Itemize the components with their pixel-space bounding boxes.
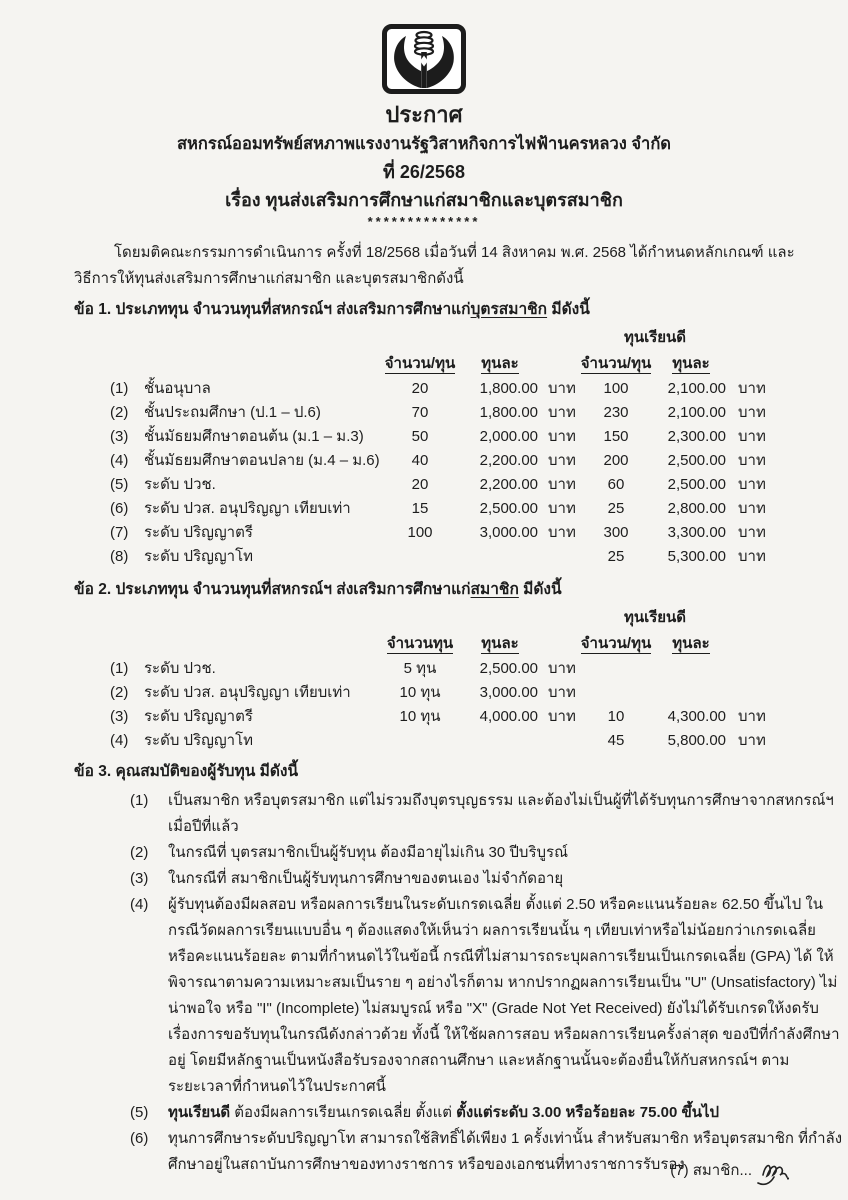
row-number: (4) (110, 731, 129, 749)
row-qty: 10 ทุน (399, 708, 441, 725)
row-unit: บาท (738, 548, 766, 565)
row-label: ชั้นอนุบาล (144, 380, 211, 397)
section1-heading-prefix: ข้อ 1. ประเภททุน จำนวนทุนที่สหกรณ์ฯ ส่งเสริมการศึกษาแก่ (74, 301, 471, 318)
list-item-number: (2) (130, 844, 149, 861)
row-qty: 70 (411, 403, 429, 421)
row-amount: 2,200.00 (479, 451, 538, 469)
table-row (74, 544, 788, 568)
row-qty: 15 (411, 499, 429, 517)
subject-line: เรื่อง ทุนส่งเสริมการศึกษาแก่สมาชิกและบุตรสมาชิก (225, 190, 623, 210)
table-row (74, 424, 788, 448)
list-item-number: (5) (130, 1104, 149, 1121)
list-item-text: ในกรณีที่ บุตรสมาชิกเป็นผู้รับทุน ต้องมีอายุไม่เกิน 30 ปีบริบูรณ์ (168, 844, 569, 861)
row-merit-amount: 3,300.00 (667, 523, 726, 541)
row-amount: 1,800.00 (479, 379, 538, 397)
list-item (130, 1100, 788, 1126)
row-unit: บาท (548, 524, 576, 541)
row-merit-amount: 2,300.00 (667, 427, 726, 445)
merit-rule-bold: ตั้งแต่ระดับ 3.00 หรือร้อยละ 75.00 ขึ้นไป (456, 1104, 720, 1121)
row-number: (1) (110, 659, 129, 677)
row-merit-qty: 150 (603, 427, 629, 445)
row-amount: 4,000.00 (479, 707, 538, 725)
row-unit: บาท (548, 500, 576, 517)
table-row (74, 400, 788, 424)
list-item (130, 866, 788, 892)
star-divider: ************** (367, 214, 481, 229)
row-unit: บาท (548, 476, 576, 493)
row-number: (6) (110, 499, 129, 517)
list-item-text: เป็นสมาชิก หรือบุตรสมาชิก แต่ไม่รวมถึงบุตรบุญธรรม และต้องไม่เป็นผู้ที่ได้รับทุนการศึกษาจากสหกรณ์ฯ เมื่อปีที่แล้ว (168, 792, 834, 835)
section2-heading-prefix: ข้อ 2. ประเภททุน จำนวนทุนที่สหกรณ์ฯ ส่งเสริมการศึกษาแก่ (74, 581, 471, 598)
document-number: ที่ 26/2568 (383, 162, 465, 182)
qualification-list (74, 788, 843, 1178)
list-item-number: (3) (130, 870, 149, 887)
table-row (74, 520, 788, 544)
row-merit-qty: 200 (603, 451, 629, 469)
document-body (0, 230, 848, 1178)
row-merit-amount: 2,100.00 (667, 379, 726, 397)
row-unit: บาท (738, 428, 766, 445)
row-unit: บาท (738, 708, 766, 725)
continuation-note: (7) สมาชิก... (670, 1162, 752, 1179)
col-header-amount: ทุนละ (481, 355, 519, 372)
intro-line: โดยมติคณะกรรมการดำเนินการ ครั้งที่ 18/2568 เมื่อวันที่ 14 สิงหาคม พ.ศ. 2568 ได้กำหนดหลักเกณฑ์ และ (114, 244, 795, 261)
row-unit: บาท (738, 476, 766, 493)
page-footer-note (670, 1158, 790, 1182)
table-row (74, 728, 788, 752)
document-header (0, 0, 848, 230)
row-unit: บาท (548, 660, 576, 677)
organization-name: สหกรณ์ออมทรัพย์สหภาพแรงงานรัฐวิสาหกิจการไฟฟ้านครหลวง จำกัด (176, 135, 672, 153)
row-unit: บาท (738, 500, 766, 517)
row-number: (4) (110, 451, 129, 469)
merit-rule-normal: ต้องมีผลการเรียนเกรดเฉลี่ย ตั้งแต่ (230, 1104, 457, 1121)
merit-header-row (74, 604, 788, 630)
row-merit-qty: 25 (607, 499, 625, 517)
table-row (74, 496, 788, 520)
section2-heading-underlined: สมาชิก (470, 581, 519, 598)
row-unit: บาท (738, 732, 766, 749)
row-amount: 2,000.00 (479, 427, 538, 445)
section2-heading-suffix: มีดังนี้ (518, 581, 562, 598)
row-merit-qty: 45 (607, 731, 625, 749)
row-label: ชั้นมัธยมศึกษาตอนปลาย (ม.4 – ม.6) (144, 452, 380, 469)
handwritten-initial-icon (756, 1158, 790, 1188)
list-item-number: (4) (130, 896, 149, 913)
table-row (74, 376, 788, 400)
coop-union-emblem-icon (382, 24, 466, 94)
section2-scholarship-table (74, 604, 788, 752)
row-qty: 20 (411, 475, 429, 493)
row-merit-qty: 60 (607, 475, 625, 493)
row-number: (7) (110, 523, 129, 541)
list-item (130, 788, 834, 840)
row-merit-qty: 25 (607, 547, 625, 565)
row-unit: บาท (548, 452, 576, 469)
row-number: (5) (110, 475, 129, 493)
row-amount: 3,000.00 (479, 683, 538, 701)
row-qty: 50 (411, 427, 429, 445)
section1-heading (74, 296, 788, 324)
table-row (74, 680, 788, 704)
row-unit: บาท (548, 380, 576, 397)
merit-scholarship-label: ทุนเรียนดี (623, 609, 687, 626)
row-label: ระดับ ปวส. อนุปริญญา เทียบเท่า (144, 684, 351, 701)
section1-heading-underlined: บุตรสมาชิก (470, 301, 548, 318)
row-merit-qty: 300 (603, 523, 629, 541)
section3-heading: ข้อ 3. คุณสมบัติของผู้รับทุน มีดังนี้ (74, 763, 299, 780)
row-number: (3) (110, 707, 129, 725)
document-title: ประกาศ (385, 102, 463, 127)
row-qty: 10 ทุน (399, 684, 441, 701)
col-header-merit-qty: จำนวน/ทุน (580, 355, 652, 372)
col-header-merit-amount: ทุนละ (672, 635, 710, 652)
row-merit-amount: 4,300.00 (667, 707, 726, 725)
row-unit: บาท (548, 428, 576, 445)
row-label: ระดับ ปริญญาตรี (144, 708, 253, 725)
row-amount: 2,500.00 (479, 499, 538, 517)
row-merit-qty: 10 (607, 707, 625, 725)
col-header-merit-amount: ทุนละ (672, 355, 710, 372)
row-label: ระดับ ปริญญาโท (144, 732, 254, 749)
row-merit-qty: 100 (603, 379, 629, 397)
col-header-qty: จำนวนทุน (386, 635, 454, 652)
section1-scholarship-table (74, 324, 788, 568)
row-number: (1) (110, 379, 129, 397)
row-number: (2) (110, 403, 129, 421)
row-label: ระดับ ปวช. (144, 660, 216, 677)
row-unit: บาท (738, 452, 766, 469)
row-merit-amount: 2,500.00 (667, 475, 726, 493)
row-amount: 1,800.00 (479, 403, 538, 421)
list-item-text: ทุนการศึกษาระดับปริญญาโท สามารถใช้สิทธิ์ได้เพียง 1 ครั้งเท่านั้น สำหรับสมาชิก หรือบุตรสมาชิก ที่กำลัง ศึกษาอยู่ในสถาบันการศึกษาของทางราชการ หรือของเอกชนที่ทางราชการรับรอง (168, 1130, 843, 1173)
row-merit-amount: 5,800.00 (667, 731, 726, 749)
table-row (74, 656, 788, 680)
row-label: ระดับ ปวส. อนุปริญญา เทียบเท่า (144, 500, 351, 517)
row-unit: บาท (738, 380, 766, 397)
row-merit-amount: 5,300.00 (667, 547, 726, 565)
row-label: ชั้นมัธยมศึกษาตอนต้น (ม.1 – ม.3) (144, 428, 364, 445)
list-item (130, 892, 840, 1100)
row-merit-amount: 2,500.00 (667, 451, 726, 469)
column-header-row (74, 350, 788, 376)
list-item-number: (6) (130, 1130, 149, 1147)
list-item-text: ผู้รับทุนต้องมีผลสอบ หรือผลการเรียนในระดับเกรดเฉลี่ย ตั้งแต่ 2.50 หรือคะแนนร้อยละ 62.50 ขึ้นไป ใน กรณีวัดผลการเรียนแบบอื่น ๆ ต้องแสดงให้เห็นว่า ผลการเรียนนั้น ๆ เทียบเท่าหรือไม่น้อยกว่าเกรดเฉลี่ย หรือคะแนนร้อยละ ตามที่กำหนดไว้ในข้อนี้ กรณีที่ไม่สามารถระบุผลการเรียนเป็นเกรดเฉลี่ย (GPA) ได้ ให้ พิจารณาตามความเหมาะสมเป็นราย ๆ อย่างไรก็ตาม หากปรากฏผลการเรียนเป็น "U" (Unsatisfactory) ไม่ น่าพอใจ หรือ "I" (Incomplete) ไม่สมบูรณ์ หรือ "X" (Grade Not Yet Received) ยังไม่ได้รับเกรดให้งดรับ เรื่องการขอรับทุนในกรณีดังกล่าวด้วย ทั้งนี้ ให้ใช้ผลการสอบ หรือผลการเรียนครั้งล่าสุด ของปีที่กำลังศึกษา อยู่ โดยมีหลักฐานเป็นหนังสือรับรองจากสถานศึกษา และหลักฐานนั้นจะต้องยื่นให้กับสหกรณ์ฯ ตาม ระยะเวลาที่กำหนดไว้ในประกาศนี้ (168, 896, 840, 1095)
row-amount: 2,200.00 (479, 475, 538, 493)
merit-header-row (74, 324, 788, 350)
merit-rule-bold: ทุนเรียนดี (168, 1104, 231, 1121)
intro-paragraph (74, 240, 795, 292)
table-row (74, 704, 788, 728)
intro-line: วิธีการให้ทุนส่งเสริมการศึกษาแก่สมาชิก และบุตรสมาชิกดังนี้ (74, 270, 464, 287)
table-row (74, 448, 788, 472)
row-number: (8) (110, 547, 129, 565)
section1-heading-suffix: มีดังนี้ (547, 301, 590, 318)
col-header-amount: ทุนละ (481, 635, 519, 652)
row-qty: 20 (411, 379, 429, 397)
col-header-qty: จำนวน/ทุน (384, 355, 456, 372)
row-unit: บาท (738, 524, 766, 541)
list-item-text: ในกรณีที่ สมาชิกเป็นผู้รับทุนการศึกษาของตนเอง ไม่จำกัดอายุ (168, 870, 564, 887)
row-number: (2) (110, 683, 129, 701)
row-unit: บาท (548, 684, 576, 701)
row-qty: 40 (411, 451, 429, 469)
merit-scholarship-label: ทุนเรียนดี (623, 329, 687, 346)
row-number: (3) (110, 427, 129, 445)
list-item-number: (1) (130, 792, 149, 809)
list-item (130, 840, 788, 866)
row-label: ระดับ ปวช. (144, 476, 216, 493)
row-merit-amount: 2,800.00 (667, 499, 726, 517)
col-header-merit-qty: จำนวน/ทุน (580, 635, 652, 652)
row-merit-qty: 230 (603, 403, 629, 421)
row-label: ระดับ ปริญญาตรี (144, 524, 253, 541)
row-unit: บาท (548, 708, 576, 725)
section2-heading (74, 576, 788, 604)
column-header-row (74, 630, 788, 656)
list-item-text (168, 1100, 788, 1126)
row-qty: 100 (407, 523, 433, 541)
row-unit: บาท (738, 404, 766, 421)
row-label: ชั้นประถมศึกษา (ป.1 – ป.6) (144, 404, 321, 421)
row-label: ระดับ ปริญญาโท (144, 548, 254, 565)
row-qty: 5 ทุน (403, 660, 437, 677)
row-amount: 3,000.00 (479, 523, 538, 541)
row-merit-amount: 2,100.00 (667, 403, 726, 421)
row-amount: 2,500.00 (479, 659, 538, 677)
row-unit: บาท (548, 404, 576, 421)
table-row (74, 472, 788, 496)
